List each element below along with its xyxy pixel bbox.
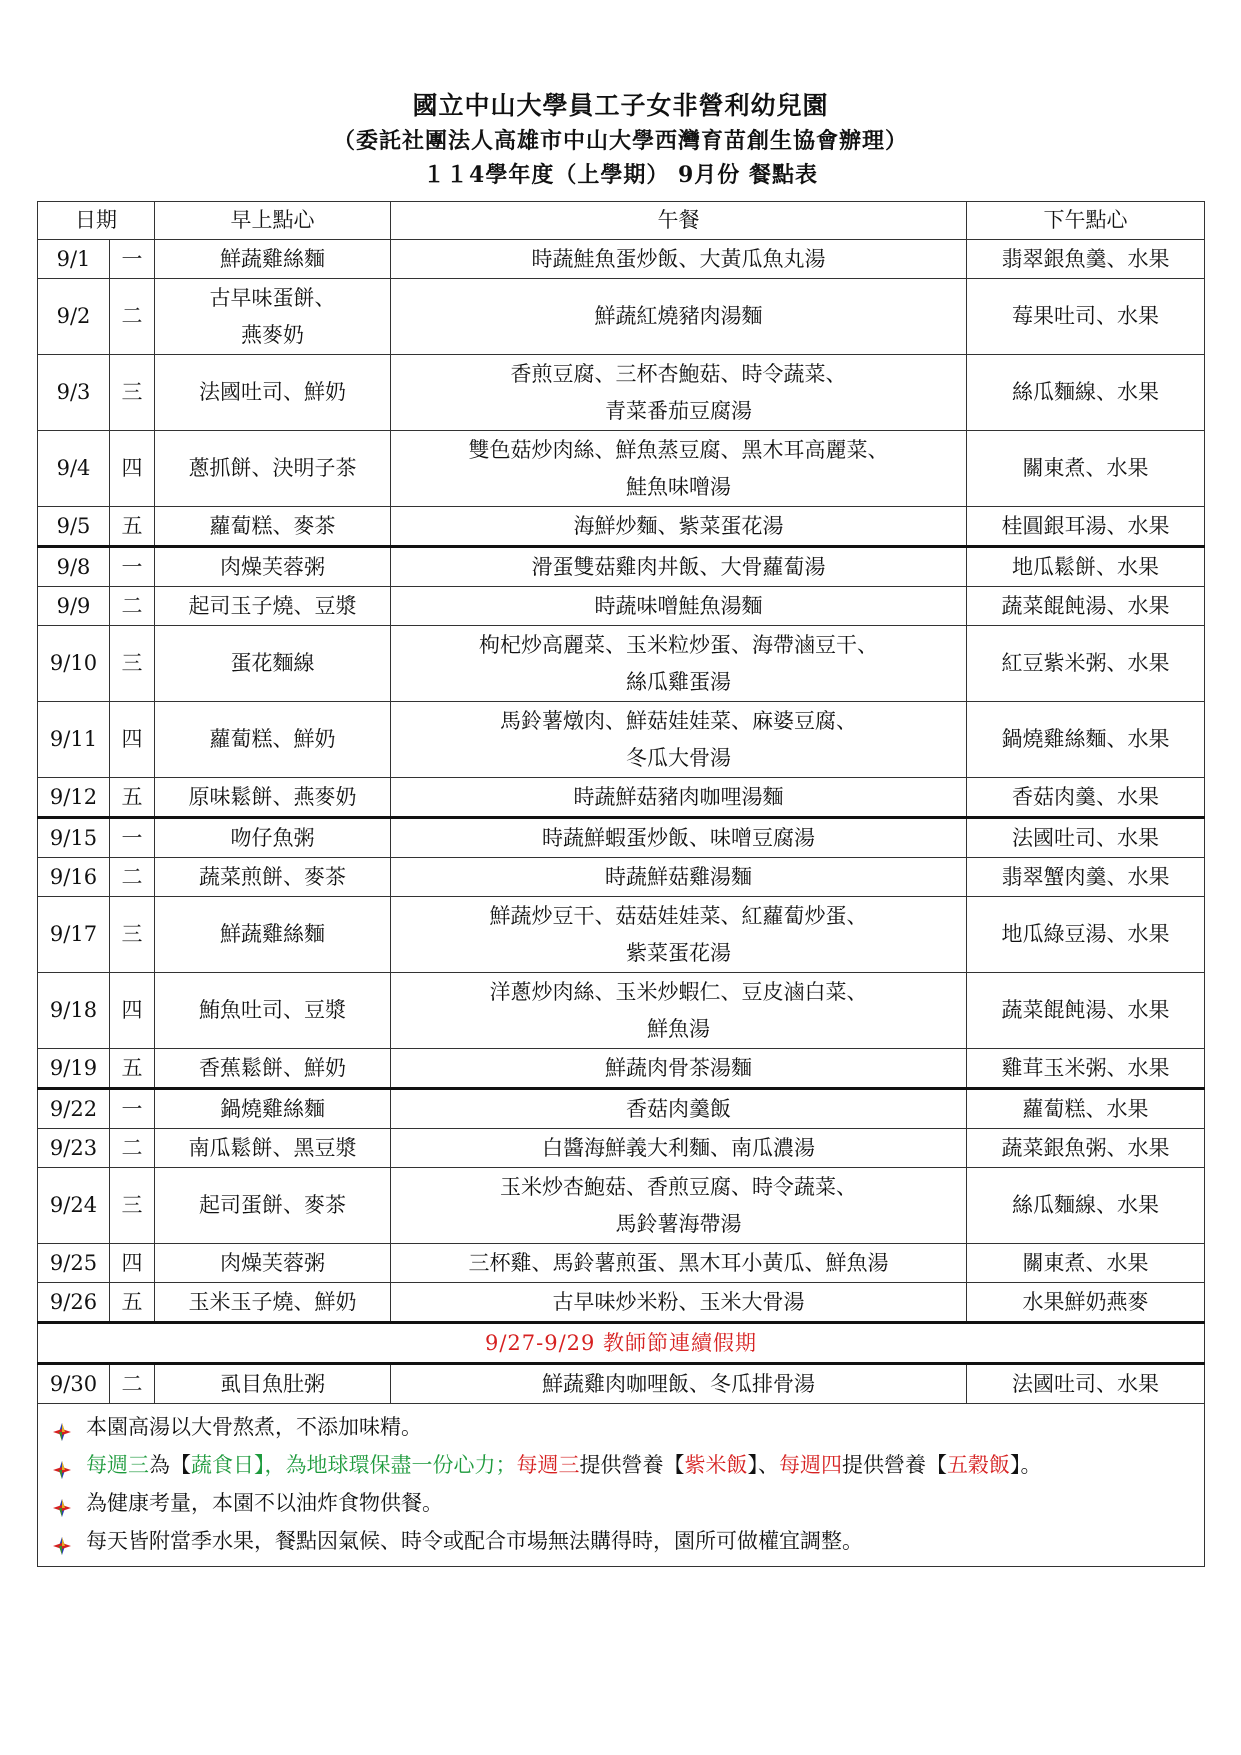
cell-afternoon: 蘿蔔糕、水果 [967,1089,1205,1129]
cell-breakfast-line: 蘿蔔糕、麥茶 [209,513,336,538]
cell-breakfast [155,1089,391,1129]
cell-weekday: 一 [110,818,155,858]
cell-date: 9/17 [38,897,110,973]
cell-weekday: 三 [110,1168,155,1244]
cell-lunch-line: 青菜番茄豆腐湯 [605,398,752,423]
note-fragment: 】。 [1010,1452,1042,1477]
cell-lunch-line: 三杯雞、馬鈴薯煎蛋、黑木耳小黃瓜、鮮魚湯 [468,1250,889,1275]
cell-breakfast-line: 蘿蔔糕、鮮奶 [209,727,336,751]
cell-breakfast-line: 燕麥奶 [241,322,304,347]
cell-lunch-line: 洋蔥炒肉絲、玉米炒蝦仁、豆皮滷白菜、 [489,979,868,1004]
header [0,88,1241,192]
notes-cell [38,1404,1205,1567]
cell-weekday: 五 [110,507,155,547]
cell-breakfast [155,587,391,626]
cell-breakfast [155,431,391,507]
table-row [38,1283,1205,1323]
cell-afternoon: 法國吐司、水果 [967,1364,1205,1404]
note-4-text [86,1523,863,1560]
cell-date: 9/10 [38,626,110,702]
cell-breakfast-line: 吻仔魚粥 [230,825,315,850]
cell-breakfast-line: 肉燥芙蓉粥 [220,1250,325,1275]
cell-breakfast-line: 玉米玉子燒、鮮奶 [188,1289,357,1314]
header-afternoon: 下午點心 [967,202,1205,240]
cell-afternoon: 蔬菜餛飩湯、水果 [967,587,1205,626]
cell-date: 9/19 [38,1049,110,1089]
cell-lunch-line: 鮮蔬肉骨茶湯麵 [605,1055,752,1080]
cell-lunch-line: 時蔬鮮蝦蛋炒飯、味噌豆腐湯 [542,825,815,850]
cell-breakfast [155,1364,391,1404]
cell-lunch-line: 時蔬鮭魚蛋炒飯、大黃瓜魚丸湯 [531,246,826,271]
cell-lunch [391,858,967,897]
cell-breakfast-line: 法國吐司、鮮奶 [199,380,346,404]
cell-lunch [391,1129,967,1168]
cell-breakfast [155,240,391,279]
cell-afternoon: 法國吐司、水果 [967,818,1205,858]
cell-lunch [391,507,967,547]
cell-breakfast-line: 起司蛋餅、麥茶 [199,1193,346,1217]
cell-breakfast [155,973,391,1049]
cell-date: 9/1 [38,240,110,279]
note-fragment: 每週三 [516,1452,580,1477]
table-row [38,778,1205,818]
bullet-icon [52,1417,72,1437]
period-title: １１4學年度（上學期） 9月份 餐點表 [423,162,818,188]
cell-afternoon: 翡翠蟹肉羹、水果 [967,858,1205,897]
cell-breakfast [155,355,391,431]
cell-date: 9/23 [38,1129,110,1168]
cell-date: 9/11 [38,702,110,778]
cell-lunch [391,431,967,507]
cell-breakfast-line: 肉燥芙蓉粥 [220,554,325,579]
cell-weekday: 三 [110,355,155,431]
table-row [38,1049,1205,1089]
cell-lunch [391,279,967,355]
cell-date: 9/15 [38,818,110,858]
cell-lunch [391,1283,967,1323]
cell-breakfast-line: 鍋燒雞絲麵 [220,1096,325,1121]
cell-afternoon: 絲瓜麵線、水果 [967,355,1205,431]
cell-afternoon: 關東煮、水果 [967,1244,1205,1283]
cell-weekday: 五 [110,1049,155,1089]
cell-lunch [391,897,967,973]
cell-lunch-line: 玉米炒杏鮑菇、香煎豆腐、時令蔬菜、 [500,1174,857,1199]
cell-breakfast [155,818,391,858]
cell-breakfast-line: 蛋花麵線 [230,651,315,675]
cell-breakfast-line: 蔬菜煎餅、麥茶 [199,864,346,889]
cell-afternoon: 蔬菜銀魚粥、水果 [967,1129,1205,1168]
note-3 [52,1484,1194,1522]
cell-weekday: 二 [110,1129,155,1168]
cell-lunch [391,587,967,626]
note-fragment: 每週四 [779,1452,842,1477]
cell-lunch [391,1168,967,1244]
table-row [38,279,1205,355]
cell-lunch-line: 馬鈴薯燉肉、鮮菇娃娃菜、麻婆豆腐、 [500,708,857,733]
table-row [38,507,1205,547]
table-row [38,587,1205,626]
cell-breakfast [155,1129,391,1168]
cell-date: 9/9 [38,587,110,626]
cell-weekday: 四 [110,1244,155,1283]
note-fragment: 提供營養【 [579,1452,685,1477]
cell-weekday: 四 [110,973,155,1049]
cell-afternoon: 地瓜鬆餅、水果 [967,547,1205,587]
cell-afternoon: 紅豆紫米粥、水果 [967,626,1205,702]
cell-lunch-line: 鮭魚味噌湯 [626,474,731,499]
cell-date: 9/22 [38,1089,110,1129]
cell-breakfast-line: 鮮蔬雞絲麵 [220,922,325,946]
header-date: 日期 [38,202,155,240]
note-1 [52,1408,1194,1446]
cell-date: 9/18 [38,973,110,1049]
table-row [38,973,1205,1049]
cell-date: 9/2 [38,279,110,355]
cell-breakfast [155,1049,391,1089]
note-fragment: 紫米飯 [684,1452,748,1477]
cell-lunch-line: 香菇肉羹飯 [626,1096,731,1121]
bullet-icon [52,1493,72,1513]
note-fragment: 蔬食日 [191,1452,254,1477]
cell-lunch [391,702,967,778]
menu-table [37,201,1205,1567]
cell-breakfast-line: 鮪魚吐司、豆漿 [199,998,346,1022]
cell-breakfast [155,702,391,778]
table-row [38,818,1205,858]
cell-afternoon: 翡翠銀魚羹、水果 [967,240,1205,279]
cell-weekday: 一 [110,547,155,587]
cell-date: 9/30 [38,1364,110,1404]
note-fragment: 本園高湯以大骨熬煮，不添加味精。 [86,1414,422,1439]
cell-date: 9/25 [38,1244,110,1283]
table-row [38,897,1205,973]
cell-lunch-line: 枸杞炒高麗菜、玉米粒炒蛋、海帶滷豆干、 [479,632,878,657]
page-title: 國立中山大學員工子女非營利幼兒園 [412,91,829,120]
cell-breakfast [155,279,391,355]
cell-breakfast-line: 古早味蛋餅、 [209,285,336,310]
note-fragment: 為健康考量，本園不以油炸食物供餐。 [86,1490,443,1515]
cell-weekday: 一 [110,1089,155,1129]
holiday-row [38,1323,1205,1364]
cell-weekday: 三 [110,626,155,702]
cell-date: 9/3 [38,355,110,431]
cell-lunch [391,1244,967,1283]
cell-breakfast [155,1168,391,1244]
note-fragment: 每週三 [86,1452,149,1477]
cell-weekday: 四 [110,431,155,507]
cell-breakfast-line: 原味鬆餅、燕麥奶 [188,784,357,809]
note-fragment: 為【 [149,1452,191,1477]
cell-date: 9/24 [38,1168,110,1244]
note-fragment: 每天皆附當季水果，餐點因氣候、時令或配合市場無法購得時，園所可做權宜調整。 [86,1528,863,1553]
table-row [38,626,1205,702]
cell-breakfast-line: 虱目魚肚粥 [220,1371,325,1396]
table-row [38,547,1205,587]
cell-date: 9/16 [38,858,110,897]
cell-date: 9/8 [38,547,110,587]
note-3-text [86,1485,443,1522]
cell-lunch-line: 滑蛋雙菇雞肉丼飯、大骨蘿蔔湯 [531,554,826,579]
bullet-icon [52,1455,72,1475]
cell-lunch-line: 海鮮炒麵、紫菜蛋花湯 [573,513,784,538]
cell-lunch [391,626,967,702]
note-fragment: 】，為地球環保盡一份心力； [254,1452,517,1477]
cell-breakfast [155,1244,391,1283]
cell-afternoon: 絲瓜麵線、水果 [967,1168,1205,1244]
cell-lunch [391,240,967,279]
cell-lunch-line: 香煎豆腐、三杯杏鮑菇、時令蔬菜、 [510,361,847,386]
cell-afternoon: 桂圓銀耳湯、水果 [967,507,1205,547]
note-2 [52,1446,1194,1484]
table-row [38,858,1205,897]
cell-weekday: 二 [110,1364,155,1404]
note-fragment: 五穀飯 [947,1452,1010,1477]
cell-lunch [391,973,967,1049]
cell-lunch [391,818,967,858]
table-row [38,1168,1205,1244]
header-lunch: 午餐 [391,202,967,240]
cell-afternoon: 雞茸玉米粥、水果 [967,1049,1205,1089]
cell-weekday: 五 [110,778,155,818]
cell-breakfast-line: 起司玉子燒、豆漿 [188,593,357,618]
cell-afternoon: 關東煮、水果 [967,431,1205,507]
cell-weekday: 四 [110,702,155,778]
cell-afternoon: 鍋燒雞絲麵、水果 [967,702,1205,778]
cell-lunch-line: 鮮蔬炒豆干、菇菇娃娃菜、紅蘿蔔炒蛋、 [489,903,868,928]
table-row [38,1089,1205,1129]
cell-lunch [391,778,967,818]
cell-breakfast [155,626,391,702]
cell-lunch-line: 鮮魚湯 [647,1016,710,1041]
cell-lunch-line: 紫菜蛋花湯 [626,940,731,965]
cell-weekday: 五 [110,1283,155,1323]
table-row [38,1364,1205,1404]
cell-weekday: 二 [110,279,155,355]
cell-date: 9/12 [38,778,110,818]
menu-body [38,240,1205,1567]
cell-breakfast [155,778,391,818]
cell-lunch [391,547,967,587]
cell-weekday: 一 [110,240,155,279]
cell-lunch [391,355,967,431]
cell-lunch [391,1364,967,1404]
cell-afternoon: 蔬菜餛飩湯、水果 [967,973,1205,1049]
cell-lunch-line: 馬鈴薯海帶湯 [615,1211,742,1236]
cell-lunch-line: 白醬海鮮義大利麵、南瓜濃湯 [542,1135,815,1160]
cell-lunch-line: 鮮蔬雞肉咖哩飯、冬瓜排骨湯 [542,1371,815,1396]
cell-weekday: 二 [110,587,155,626]
cell-afternoon: 莓果吐司、水果 [967,279,1205,355]
note-1-text [86,1409,422,1446]
note-2-text [86,1447,1042,1484]
cell-breakfast [155,858,391,897]
note-4 [52,1522,1194,1560]
cell-breakfast [155,507,391,547]
table-row [38,240,1205,279]
table-row [38,702,1205,778]
cell-afternoon: 地瓜綠豆湯、水果 [967,897,1205,973]
cell-lunch-line: 冬瓜大骨湯 [626,745,731,770]
cell-lunch-line: 時蔬味噌鮭魚湯麵 [594,593,763,618]
cell-breakfast [155,897,391,973]
cell-breakfast-line: 鮮蔬雞絲麵 [220,246,325,271]
cell-date: 9/4 [38,431,110,507]
cell-lunch-line: 古早味炒米粉、玉米大骨湯 [552,1289,805,1314]
cell-date: 9/5 [38,507,110,547]
cell-lunch-line: 絲瓜雞蛋湯 [626,669,731,694]
page-subtitle: （委託社團法人高雄市中山大學西灣育苗創生協會辦理） [332,128,908,154]
table-row [38,1129,1205,1168]
cell-lunch-line: 鮮蔬紅燒豬肉湯麵 [594,304,763,328]
holiday-cell: 9/27-9/29 教師節連續假期 [38,1323,1205,1364]
cell-lunch [391,1049,967,1089]
cell-lunch-line: 雙色菇炒肉絲、鮮魚蒸豆腐、黑木耳高麗菜、 [468,437,889,462]
cell-breakfast [155,547,391,587]
cell-date: 9/26 [38,1283,110,1323]
cell-weekday: 三 [110,897,155,973]
cell-breakfast-line: 蔥抓餅、決明子茶 [188,456,357,480]
table-row [38,431,1205,507]
cell-weekday: 二 [110,858,155,897]
cell-lunch-line: 時蔬鮮菇豬肉咖哩湯麵 [573,784,784,809]
cell-breakfast [155,1283,391,1323]
table-row [38,1244,1205,1283]
note-fragment: 】、 [747,1452,779,1477]
note-fragment: 提供營養【 [842,1452,947,1477]
header-breakfast: 早上點心 [155,202,391,240]
cell-breakfast-line: 南瓜鬆餅、黑豆漿 [188,1135,357,1160]
bullet-icon [52,1531,72,1551]
cell-afternoon: 水果鮮奶燕麥 [967,1283,1205,1323]
table-row [38,355,1205,431]
cell-lunch-line: 時蔬鮮菇雞湯麵 [605,864,752,889]
cell-afternoon: 香菇肉羹、水果 [967,778,1205,818]
cell-lunch [391,1089,967,1129]
notes-row [38,1404,1205,1567]
cell-breakfast-line: 香蕉鬆餅、鮮奶 [199,1055,346,1080]
